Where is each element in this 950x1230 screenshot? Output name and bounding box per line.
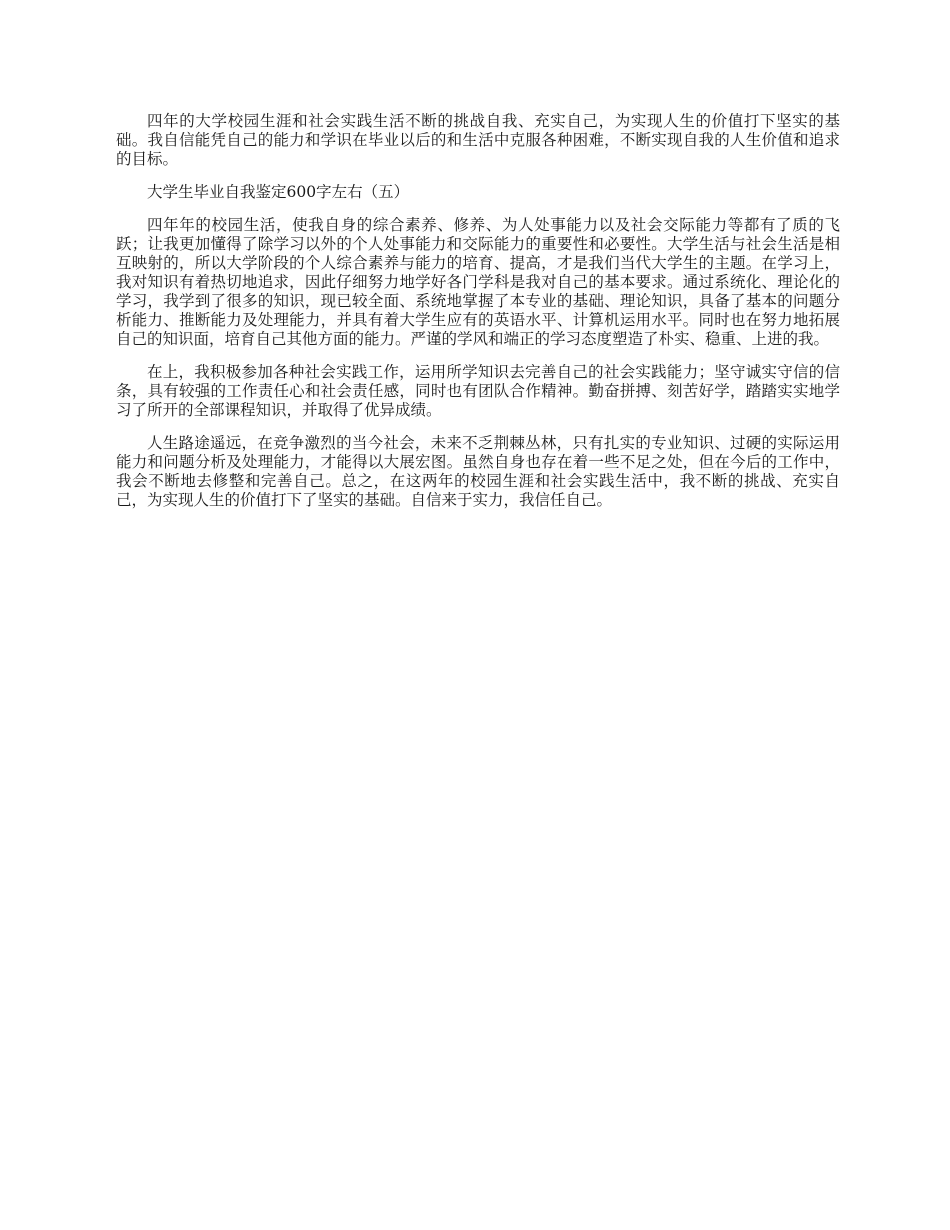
paragraph-3: 在上，我积极参加各种社会实践工作，运用所学知识去完善自己的社会实践能力；坚守诚实守信的信条，具有较强的工作责任心和社会责任感，同时也有团队合作精神。勤奋拼搏、刻苦好学，踏踏实实地学习了所开的全部课程知识，并取得了优异成绩。 (116, 363, 840, 419)
section-heading: 大学生毕业自我鉴定600字左右（五） (147, 183, 410, 201)
paragraph-2: 四年年的校园生活，使我自身的综合素养、修养、为人处事能力以及社会交际能力等都有了质的飞跃；让我更加懂得了除学习以外的个人处事能力和交际能力的重要性和必要性。大学生活与社会生活是相互映射的，所以大学阶段的个人综合素养与能力的培育、提高，才是我们当代大学生的主题。在学习上，我对知识有着热切地追求，因此仔细努力地学好各门学科是我对自己的基本要求。通过系统化、理论化的学习，我学到了很多的知识，现已较全面、系统地掌握了本专业的基础、理论知识，具备了基本的问题分析能力、推断能力及处理能力，并具有着大学生应有的英语水平、计算机运用水平。同时也在努力地拓展自己的知识面，培育自己其他方面的能力。严谨的学风和端正的学习态度塑造了朴实、稳重、上进的我。 (116, 216, 840, 348)
paragraph-4: 人生路途遥远，在竞争激烈的当今社会，未来不乏荆棘丛林，只有扎实的专业知识、过硬的实际运用能力和问题分析及处理能力，才能得以大展宏图。虽然自身也存在着一些不足之处，但在今后的工作中，我会不断地去修整和完善自己。总之，在这两年的校园生涯和社会实践生活中，我不断的挑战、充实自己，为实现人生的价值打下了坚实的基础。自信来于实力，我信任自己。 (116, 434, 840, 509)
document-body (116, 112, 840, 524)
paragraph-1: 四年的大学校园生涯和社会实践生活不断的挑战自我、充实自己，为实现人生的价值打下坚实的基础。我自信能凭自己的能力和学识在毕业以后的和生活中克服各种困难，不断实现自我的人生价值和追求的目标。 (116, 112, 840, 168)
